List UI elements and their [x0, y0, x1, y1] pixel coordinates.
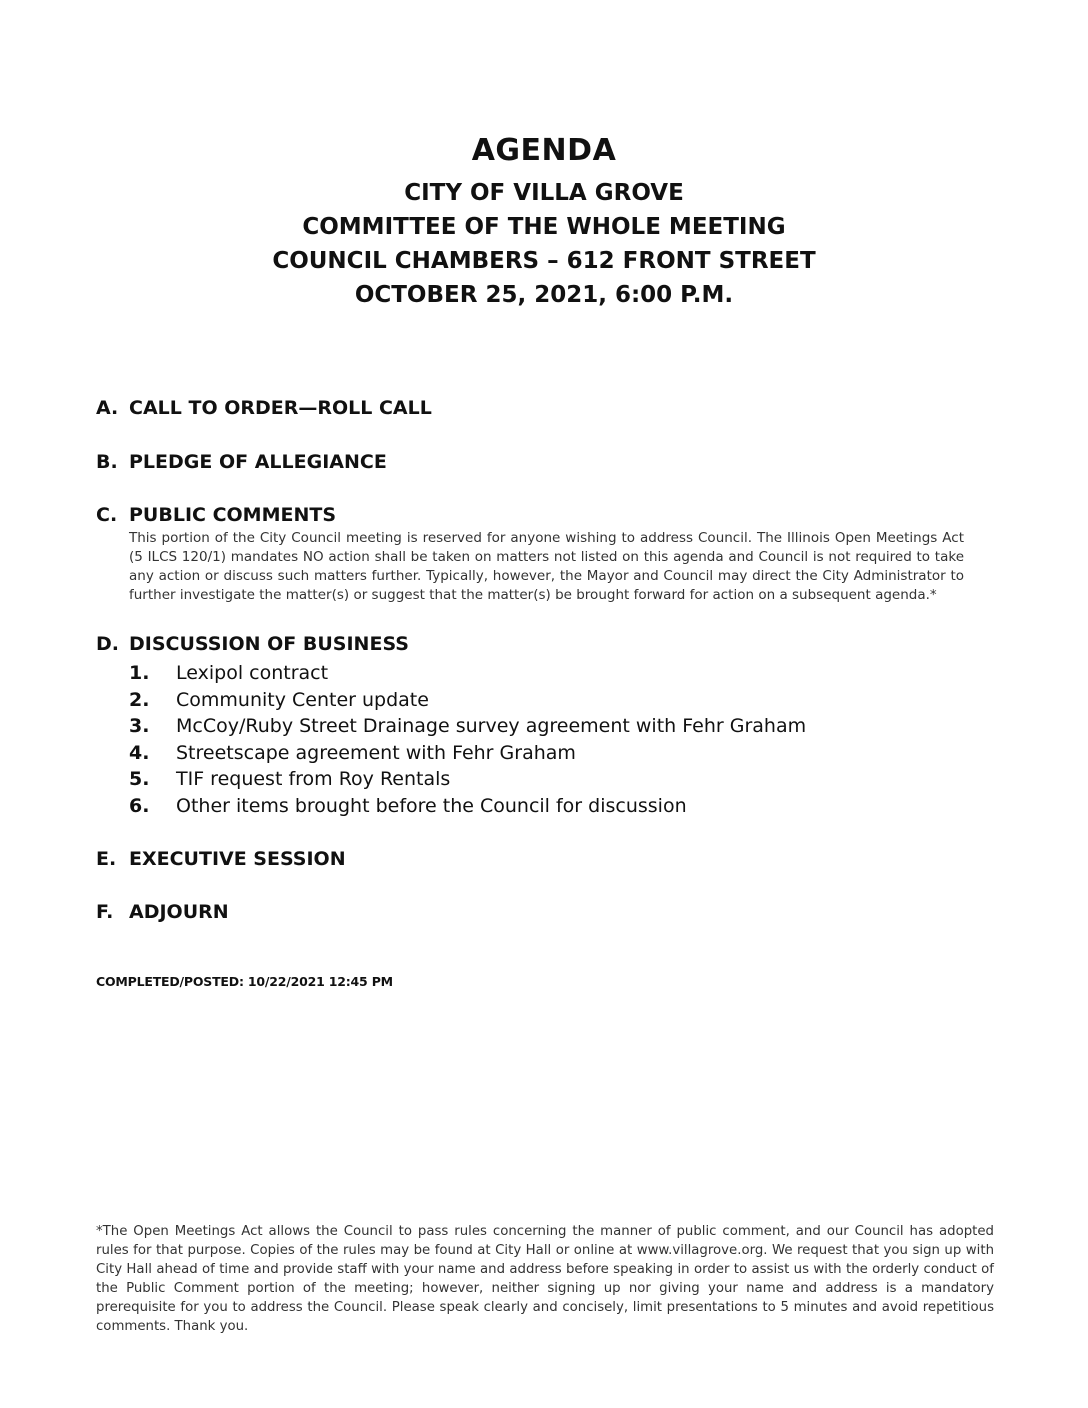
section-label: PUBLIC COMMENTS — [129, 504, 337, 526]
posted-timestamp: COMPLETED/POSTED: 10/22/2021 12:45 PM — [96, 974, 393, 989]
section-letter: F. — [96, 901, 114, 923]
item-number: 4. — [129, 741, 150, 764]
item-number: 5. — [129, 768, 150, 790]
list-item — [129, 766, 929, 793]
item-number: 3. — [129, 715, 150, 737]
section-letter: E. — [96, 848, 117, 870]
agenda-header — [0, 132, 1088, 312]
public-comments-description: This portion of the City Council meeting is reserved for anyone wishing to address Council. The Illinois Open Meetings Act (5 ILCS 120/1) mandates NO action shall be taken on matters not listed on this agenda and Council is not required to take any action or discuss such matters further. Typically, however, the Mayor and Council may direct the City Administrator to further investigate the matter(s) or suggest that the matter(s) be brought forward for action on a subsequent agenda.* — [129, 530, 964, 603]
item-text: McCoy/Ruby Street Drainage survey agreement with Fehr Graham — [176, 715, 807, 737]
section-label: CALL TO ORDER—ROLL CALL — [129, 397, 432, 419]
item-text: Community Center update — [176, 688, 429, 711]
section-pledge — [96, 450, 976, 474]
section-discussion-of-business — [96, 632, 976, 656]
section-label: DISCUSSION OF BUSINESS — [129, 633, 409, 655]
business-items-list — [129, 660, 929, 819]
section-letter: C. — [96, 504, 118, 526]
section-letter: A. — [96, 397, 119, 419]
list-item — [129, 793, 929, 820]
meeting-datetime: OCTOBER 25, 2021, 6:00 P.M. — [354, 282, 734, 308]
item-number: 1. — [129, 662, 150, 684]
item-text: Streetscape agreement with Fehr Graham — [176, 741, 576, 764]
city-name: CITY OF VILLA GROVE — [404, 180, 684, 206]
item-text: Lexipol contract — [176, 662, 329, 684]
item-text: TIF request from Roy Rentals — [176, 768, 451, 790]
section-executive-session — [96, 847, 976, 871]
section-letter: B. — [96, 451, 118, 473]
page-title: AGENDA — [471, 133, 617, 168]
list-item — [129, 740, 929, 767]
footnote: *The Open Meetings Act allows the Council to pass rules concerning the manner of public comment, and our Council has adopted rules for that purpose. Copies of the rules may be found at City Hall or online at www.villagrove.org. We request that you sign up with City Hall ahead of time and provide staff with your name and address before speaking in order to assist us with the orderly conduct of the Public Comment portion of the meeting; however, neither signing up nor giving your name and address is a mandatory prerequisite for you to address the Council. Please speak clearly and concisely, limit presentations to 5 minutes and avoid repetitious comments. Thank you. — [96, 1224, 994, 1334]
list-item — [129, 660, 929, 687]
list-item — [129, 687, 929, 714]
section-letter: D. — [96, 633, 119, 655]
meeting-location: COUNCIL CHAMBERS – 612 FRONT STREET — [272, 248, 816, 274]
section-adjourn — [96, 900, 976, 924]
section-label: PLEDGE OF ALLEGIANCE — [129, 451, 387, 473]
section-call-to-order — [96, 396, 976, 420]
section-label: ADJOURN — [129, 901, 229, 923]
meeting-name: COMMITTEE OF THE WHOLE MEETING — [302, 214, 786, 240]
item-text: Other items brought before the Council for discussion — [176, 794, 687, 817]
list-item — [129, 713, 929, 740]
section-public-comments — [96, 503, 976, 605]
item-number: 6. — [129, 794, 150, 817]
item-number: 2. — [129, 688, 150, 711]
section-label: EXECUTIVE SESSION — [129, 848, 346, 870]
